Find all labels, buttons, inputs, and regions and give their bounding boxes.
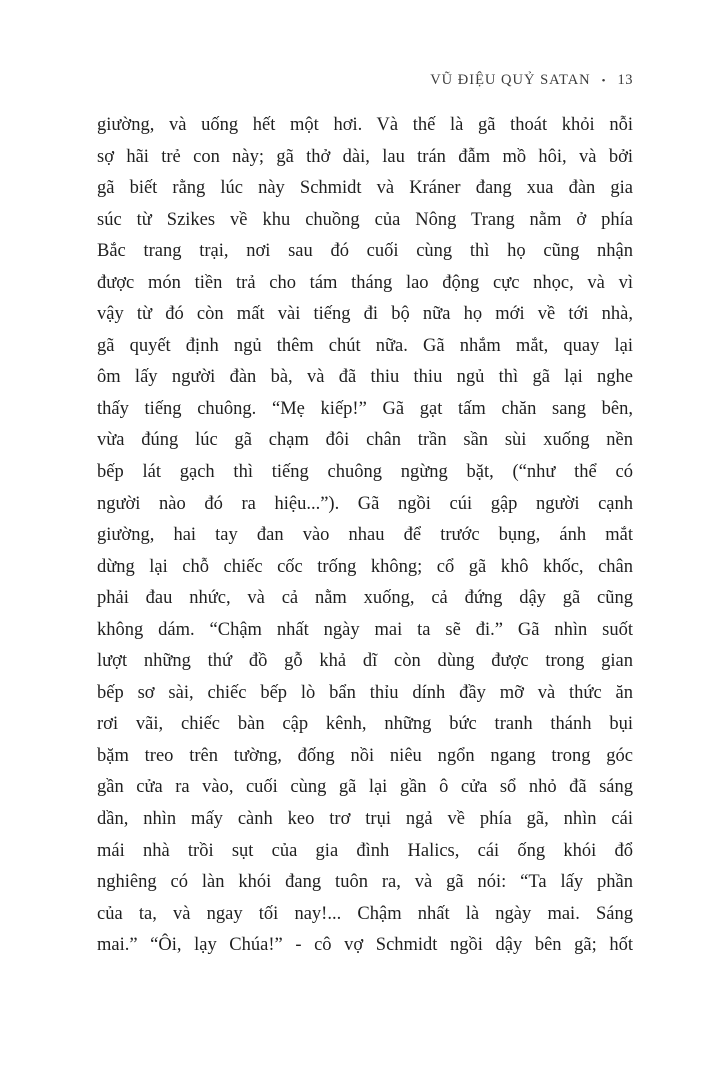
text-line: mai.” “Ôi, lạy Chúa!” - cô vợ Schmidt ngồi dậy bên gã; hốt	[97, 935, 633, 956]
text-line: bặm treo trên tường, đống nồi niêu ngổn ngang trong góc	[97, 745, 633, 766]
text-line: gần cửa ra vào, cuối cùng gã lại gần ô cửa sổ nhỏ đã sáng	[97, 777, 633, 798]
text-line: ôm lấy người đàn bà, và đã thiu thiu ngủ thì gã lại nghe	[97, 367, 633, 388]
text-line: vậy từ đó còn mất vài tiếng đi bộ nữa họ mới về tới nhà,	[97, 304, 633, 325]
text-line: bếp sơ sài, chiếc bếp lò bẩn thỉu dính đầy mỡ và thức ăn	[97, 682, 633, 703]
text-line: không dám. “Chậm nhất ngày mai ta sẽ đi.” Gã nhìn suốt	[97, 619, 633, 640]
text-line: người nào đó ra hiệu...”). Gã ngồi cúi gập người cạnh	[97, 493, 633, 514]
body-text	[97, 110, 633, 962]
text-line: dần, nhìn mấy cành keo trơ trụi ngả về phía gã, nhìn cái	[97, 809, 633, 830]
text-line: sợ hãi trẻ con này; gã thở dài, lau trán đẫm mồ hôi, và bởi	[97, 146, 633, 167]
text-line: rơi vãi, chiếc bàn cập kênh, những bức tranh thánh bụi	[97, 714, 633, 735]
text-line: súc từ Szikes về khu chuồng của Nông Trang nằm ở phía	[97, 209, 633, 230]
text-line: của ta, và ngay tối nay!... Chậm nhất là ngày mai. Sáng	[97, 903, 633, 924]
bullet-separator-icon: •	[601, 75, 607, 87]
text-line: được món tiền trả cho tám tháng lao động cực nhọc, và vì	[97, 272, 633, 293]
text-line: gã biết rằng lúc này Schmidt và Kráner đang xua đàn gia	[97, 178, 633, 199]
running-header	[97, 72, 633, 89]
running-header-title: VŨ ĐIỆU QUỶ SATAN	[430, 72, 591, 88]
text-line: dừng lại chỗ chiếc cốc trống không; cổ gã khô khốc, chân	[97, 556, 633, 577]
text-line: phải đau nhức, và cả nằm xuống, cả đứng dậy gã cũng	[97, 588, 633, 609]
text-line: thấy tiếng chuông. “Mẹ kiếp!” Gã gạt tấm chăn sang bên,	[97, 398, 633, 419]
text-line: giường, và uống hết một hơi. Và thế là gã thoát khỏi nỗi	[97, 115, 633, 135]
text-line: bếp lát gạch thì tiếng chuông ngừng bặt, (“như thể có	[97, 462, 633, 483]
text-line: nghiêng có làn khói đang tuôn ra, và gã nói: “Ta lấy phần	[97, 872, 633, 893]
page-number: 13	[617, 72, 633, 88]
text-line: giường, hai tay đan vào nhau để trước bụng, ánh mắt	[97, 525, 633, 546]
text-line: Bắc trang trại, nơi sau đó cuối cùng thì họ cũng nhận	[97, 241, 633, 262]
text-line: vừa đúng lúc gã chạm đôi chân trần sần sùi xuống nền	[97, 430, 633, 451]
text-line: mái nhà trồi sụt của gia đình Halics, cái ống khói đổ	[97, 840, 633, 861]
text-line: gã quyết định ngủ thêm chút nữa. Gã nhắm mắt, quay lại	[97, 335, 633, 356]
text-line: lượt những thứ đồ gỗ khả dĩ còn dùng được trong gian	[97, 651, 633, 672]
